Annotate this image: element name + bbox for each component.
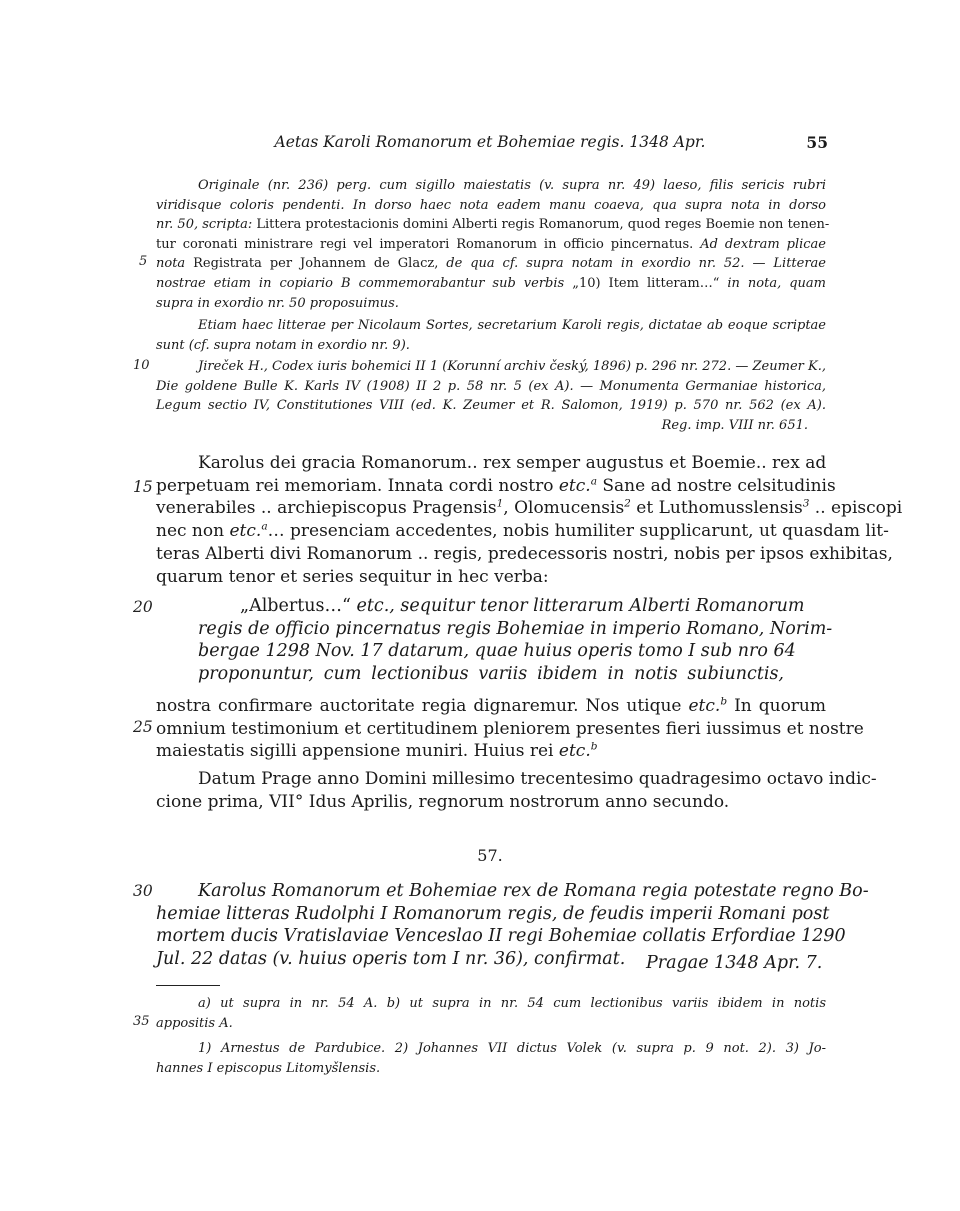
apparatus-line: viridisque coloris pendenti. In dorso haec nota eadem manu coaeva, qua supra nota in dorso — [156, 197, 826, 213]
charter-etc: etc. — [229, 521, 262, 542]
copiario-quote: „10) Item litteram…“ — [572, 275, 720, 291]
charter-text-run: , Olomucensis — [503, 498, 625, 519]
apparatus-line: sunt (cf. supra notam in exordio nr. 9). — [156, 337, 410, 353]
apparatus-editions — [156, 357, 826, 435]
line-number: 35 — [133, 1014, 150, 1029]
footnote-line: hannes I episcopus Litomyšlensis. — [156, 1060, 381, 1076]
charter-text-run: maiestatis sigilli appensione muniri. Huius rei — [156, 741, 559, 762]
footnote-mark: 1 — [496, 498, 504, 511]
regest-line: Karolus Romanorum et Bohemiae rex de Romana regia potestate regno Bo- — [198, 881, 869, 901]
charter-line: cione prima, VII° Idus Aprilis, regnorum nostrorum anno secundo. — [156, 791, 730, 812]
page-number: 55 — [806, 133, 828, 152]
apparatus-line: Legum sectio IV, Constitutiones VIII (ed. K. Zeumer et R. Salomon, 1919) p. 570 nr. 562 (ex A). — [156, 398, 826, 414]
charter-line: quarum tenor et series sequitur in hec verba: — [156, 566, 549, 587]
line-number: 20 — [133, 598, 153, 616]
apparatus-italic: Ad dextram plicae — [700, 236, 826, 252]
charter-text-run: nec non — [156, 521, 230, 542]
charter-text-run: Sane ad nostre celsitudinis — [596, 475, 836, 496]
registrata-note: per Johannem de Glacz, — [261, 256, 447, 272]
apparatus-italic: in nota, quam — [719, 275, 826, 291]
charter-text-run: nostra confirmare auctoritate regia dignaremur. Nos utique — [156, 696, 689, 716]
charter-text-run: perpetuam rei memoriam. Innata cordi nostro — [156, 475, 559, 496]
running-title: Aetas Karoli Romanorum et Bohemiae regis. 1348 Apr. — [274, 133, 706, 151]
charter-line — [156, 740, 826, 763]
charter-text-run: … presenciam accedentes, nobis humiliter supplicarunt, ut quasdam lit- — [267, 521, 889, 542]
dating-clause — [156, 768, 877, 813]
charter-line — [156, 695, 826, 718]
apparatus-line — [156, 274, 826, 294]
charter-line: Karolus dei gracia Romanorum.. rex semper augustus et Boemie.. rex ad — [198, 453, 827, 473]
apparatus-mark: a — [590, 475, 597, 488]
charter-text-run: venerabiles .. archiepiscopus Pragensis — [156, 498, 497, 519]
insert-line: regis de officio pincernatus regis Bohemiae in imperio Romano, Norim- — [198, 618, 833, 639]
apparatus-line: Originale (nr. 236) perg. cum sigillo maiestatis (v. supra nr. 49) laeso, filis sericis rubri — [198, 178, 826, 193]
charter-continuation — [156, 695, 864, 763]
insert-line: bergae 1298 Nov. 17 datarum, quae huius operis tomo I sub nro 64 — [198, 641, 796, 662]
footnote-rule — [156, 985, 220, 986]
insert-text: etc., sequitur tenor litterarum Alberti Romanorum — [356, 596, 805, 616]
apparatus-italic: nr. 50, scripta: — [156, 217, 257, 233]
apparatus-mark: a — [261, 520, 268, 533]
footnotes-numbers — [156, 1039, 826, 1078]
line-number: 5 — [139, 254, 148, 269]
apparatus-scribe-note — [156, 316, 826, 355]
apparatus-line: supra in exordio nr. 50 proposuimus. — [156, 295, 399, 311]
apparatus-mark: b — [590, 741, 598, 754]
charter-text-run: In quorum — [727, 696, 827, 716]
apparatus-mark: b — [720, 695, 728, 708]
charter-line — [156, 475, 836, 498]
dorsal-note-text: tur coronati ministrare regi vel imperatori Romanorum in officio pincernatus. — [156, 236, 701, 252]
charter-line: teras Alberti divi Romanorum .. regis, predecessoris nostri, nobis per ipsos exhibitas, — [156, 543, 893, 564]
apparatus-line — [156, 235, 826, 255]
apparatus-description — [156, 176, 830, 313]
apparatus-line: Etiam haec litterae per Nicolaum Sortes, secretarium Karoli regis, dictatae ab eoque scriptae — [198, 318, 826, 333]
footnote-line: a) ut supra in nr. 54 A. b) ut supra in nr. 54 cum lectionibus variis ibidem in notis — [198, 996, 826, 1011]
charter-etc: etc. — [558, 475, 591, 496]
inserted-letter-reference — [198, 595, 833, 686]
apparatus-italic: de qua cf. supra notam in exordio nr. 52. — Litterae — [446, 256, 826, 272]
footnote-mark: 3 — [802, 498, 810, 511]
insert-line: proponuntur, cum lectionibus variis ibidem in notis subiunctis, — [198, 664, 784, 685]
charter-etc: etc. — [688, 696, 721, 716]
apparatus-italic: nota — [156, 256, 194, 272]
regest-text: Jul. 22 datas (v. huius operis tom I nr. 36), confirmat. — [156, 949, 626, 970]
charter-text-run: .. episcopi — [809, 498, 903, 519]
charter-line: omnium testimonium et certitudinem pleniorem presentes fieri iussimus et nostre — [156, 718, 864, 739]
charter-etc: etc. — [558, 741, 591, 762]
regest-line: mortem ducis Vratislaviae Venceslao II regi Bohemiae collatis Erfordiae 1290 — [156, 926, 846, 947]
line-number: 25 — [133, 718, 153, 736]
apparatus-line: Jireček H., Codex iuris bohemici II 1 (Korunní archiv český, 1896) p. 296 nr. 272. — Zeumer K., — [198, 359, 826, 374]
footnote-line: 1) Arnestus de Pardubice. 2) Johannes VII dictus Volek (v. supra p. 9 not. 2). 3) Jo- — [198, 1041, 826, 1056]
insert-line — [198, 595, 805, 618]
charter-text — [156, 452, 903, 588]
document-date: Pragae 1348 Apr. 7. — [646, 953, 823, 973]
charter-line — [156, 520, 889, 543]
apparatus-italic: nostrae etiam in copiario B commemorabantur sub verbis — [156, 275, 573, 291]
regest-line: hemiae litteras Rudolphi I Romanorum regis, de feudis imperii Romani post — [156, 903, 830, 924]
footnote-line: appositis A. — [156, 1015, 233, 1031]
dorsal-note-text: Littera protestacionis domini Alberti regis Romanorum, quod reges Boemie non tenen- — [256, 217, 830, 233]
charter-text-run: et Luthomusslensis — [630, 498, 803, 519]
registrata-note: Registrata — [193, 256, 262, 272]
albertus-incipit: „Albertus…“ — [240, 596, 357, 616]
document-number: 57. — [477, 846, 503, 865]
line-number: 30 — [133, 882, 153, 900]
charter-line: Datum Prage anno Domini millesimo trecentesimo quadragesimo octavo indic- — [198, 769, 877, 789]
line-number: 10 — [133, 358, 150, 373]
footnotes-letters — [156, 994, 826, 1033]
charter-line — [156, 497, 903, 520]
line-number: 15 — [133, 478, 153, 496]
apparatus-line — [156, 215, 830, 235]
regesta-reference: Reg. imp. VIII nr. 651. — [661, 417, 808, 433]
footnote-mark: 2 — [624, 498, 631, 511]
apparatus-line: Die goldene Bulle K. Karls IV (1908) II 2 p. 58 nr. 5 (ex A). — Monumenta Germaniae historica, — [156, 378, 826, 394]
apparatus-line — [156, 254, 826, 274]
